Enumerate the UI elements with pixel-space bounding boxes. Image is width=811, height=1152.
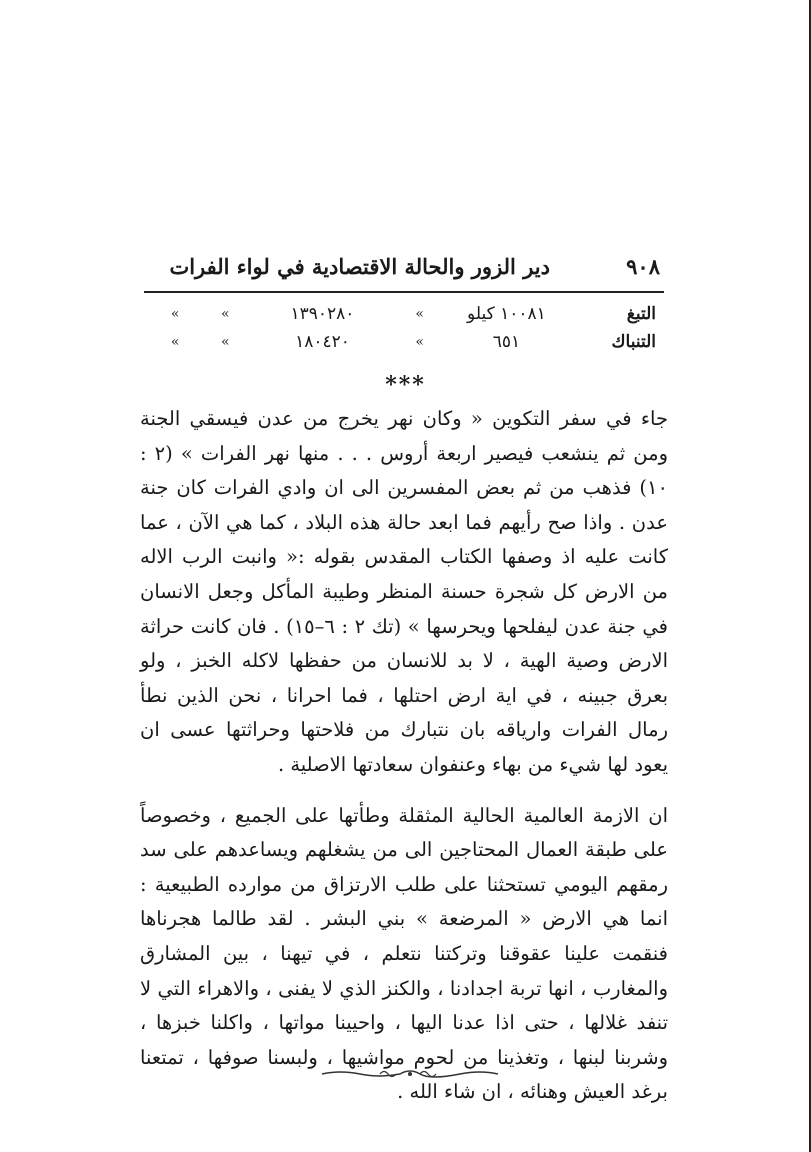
running-title: دير الزور والحالة الاقتصادية في لواء الفرات [169,254,550,279]
ditto-mark: » [415,334,424,350]
crop-value: ١٨٠٤٢٠ [295,332,350,352]
section-separator: *** [385,372,426,398]
ditto-mark: » [170,306,180,322]
ditto-mark: » [220,306,230,322]
ditto-mark: » [220,334,230,350]
table-row [150,300,660,328]
page-number: ٩٠٨ [626,254,660,279]
production-table [150,300,660,356]
header-rule [144,291,664,293]
crop-value: ١٣٩٠٢٨٠ [290,304,355,324]
ditto-mark: » [170,334,180,350]
page-header [150,252,660,288]
body-text [140,402,668,1110]
crop-name: التبغ [626,304,656,324]
crop-name: التنباك [611,332,656,352]
crop-quantity: ٦٥١ [492,332,521,352]
crop-quantity: ١٠٠٨١ كيلو [467,304,546,324]
paragraph: جاء في سفر التكوين « وكان نهر يخرج من عدن فيسقي الجنة ومن ثم ينشعب فيصير اربعة أروس . . . منها نهر الفرات » (٢ : ١٠) فذهب من ثم بعض المفسرين الى ان وادي الفرات كان جنة عدن . واذا صح رأيهم فما ابعد حالة هذه البلاد ، كما هي الآن ، عما كانت عليه اذ وصفها الكتاب المقدس بقوله :« وانبت الرب الاله من الارض كل شجرة حسنة المنظر وطيبة المأكل وجعل الانسان في جنة عدن ليفلحها ويحرسها » (تك ٢ : ٦–١٥) . فان كانت حراثة الارض وصية الهية ، لا بد للانسان من حفظها لاكله الخبز ، ولو بعرق جبينه ، في اية ارض احتلها ، فما احرانا ، نحن الذين نطأ رمال الفرات وارياقه بان نتبارك من فلاحتها وحراثتها عسى ان يعود لها شيء من بهاء وعنفوان سعادتها الاصلية . [140,407,668,776]
paragraph: ان الازمة العالمية الحالية المثقلة وطأتها على الجميع ، وخصوصاً على طبقة العمال المحتاجين الى من يشغلهم ويساعدهم على سد رمقهم اليومي تستحثنا على طلب الارتزاق من موارده الطبيعية : انما هي الارض « المرضعة » بني البشر . لقد طالما هجرناها فنقمت علينا عقوقنا وتركتنا نتعلم ، في تيهنا ، بين المشارق والمغارب ، انها تربة اجدادنا ، والكنز الذي لا يفنى ، والاهراء التي لا تنفد غلالها ، حتى اذا عدنا اليها ، واحيينا مواتها ، واكلنا خبزها ، وشربنا لبنها ، وتغذينا من لحوم مواشيها ، ولبسنا صوفها ، تمتعنا برغد العيش وهنائه ، ان شاء الله . [140,803,668,1104]
table-row [150,328,660,356]
ditto-mark: » [415,306,424,322]
ornament-divider [320,1066,500,1080]
